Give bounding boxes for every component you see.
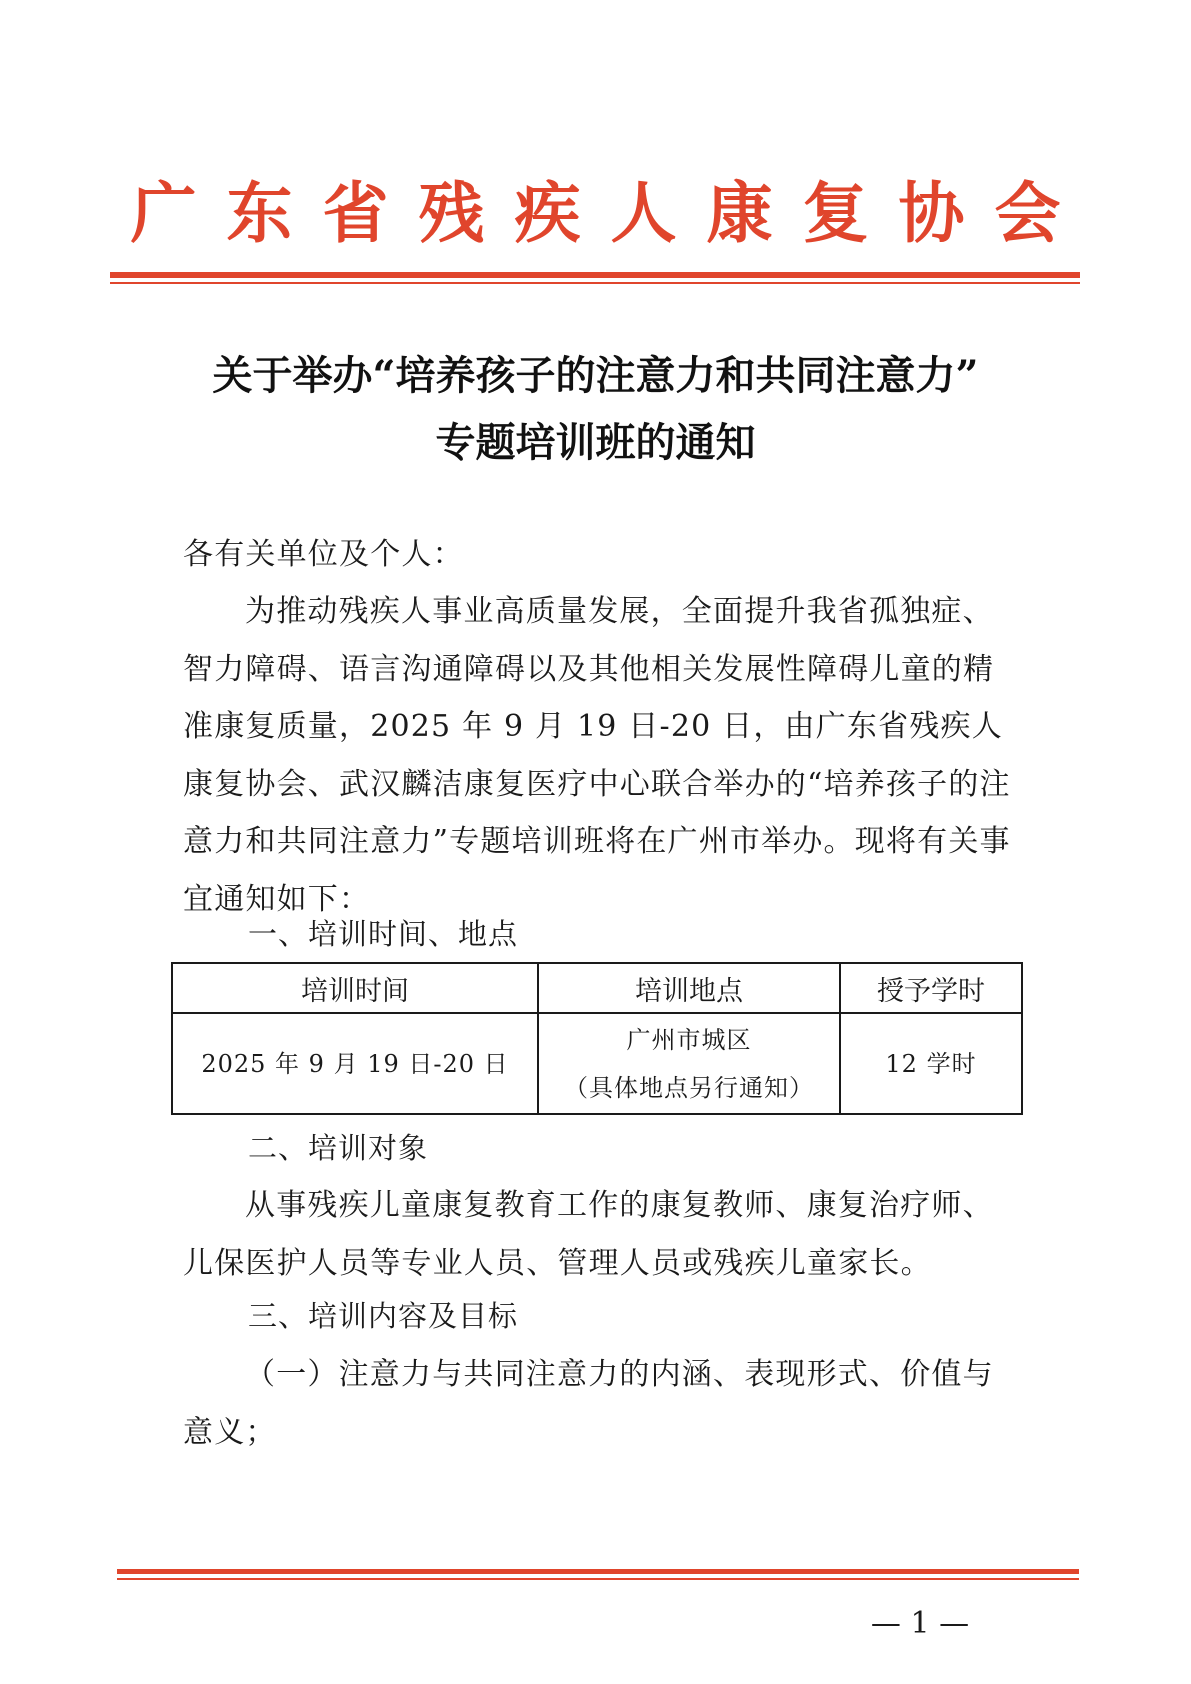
table-cell-time: 2025 年 9 月 19 日-20 日 (172, 1013, 538, 1114)
document-title-line-2: 专题培训班的通知 (435, 419, 756, 466)
table-row (172, 1013, 1022, 1114)
section-1-heading: 一、培训时间、地点 (248, 917, 519, 951)
header-rule-thin (110, 282, 1080, 284)
table-cell-location-line-1: 广州市城区 (626, 1025, 752, 1054)
table-cell-location-line-2: （具体地点另行通知） (564, 1073, 814, 1102)
table-header-location: 培训地点 (538, 963, 840, 1013)
intro-paragraph: 为推动残疾人事业高质量发展，全面提升我省孤独症、智力障碍、语言沟通障碍以及其他相关发展性障碍儿童的精准康复质量，2025 年 9 月 19 日-20 日，由广东省残疾人康复协会、武汉麟洁康复医疗中心联合举办的“培养孩子的注意力和共同注意力”专题培训班将在广州市举办。现将有关事宜通知如下： (183, 594, 1011, 917)
table-cell-location (538, 1013, 840, 1114)
footer-rule-thick (117, 1569, 1079, 1574)
section-2-heading: 二、培训对象 (248, 1131, 429, 1165)
table-cell-hours: 12 学时 (840, 1013, 1022, 1114)
page-number: — 1 — (870, 1606, 970, 1641)
table-header-row (172, 963, 1022, 1013)
section-2-body: 从事残疾儿童康复教育工作的康复教师、康复治疗师、儿保医护人员等专业人员、管理人员或残疾儿童家长。 (183, 1188, 994, 1281)
section-3-item-1: （一）注意力与共同注意力的内涵、表现形式、价值与意义； (183, 1357, 994, 1450)
table-header-time: 培训时间 (172, 963, 538, 1013)
training-schedule-table (171, 962, 1023, 1115)
footer-rule-thin (117, 1578, 1079, 1580)
document-title-line-1: 关于举办“培养孩子的注意力和共同注意力” (212, 352, 979, 399)
organization-header: 广东省残疾人康复协会 (130, 174, 1091, 252)
header-rule-thick (110, 272, 1080, 278)
section-3-heading: 三、培训内容及目标 (248, 1299, 519, 1333)
salutation: 各有关单位及个人： (183, 537, 464, 572)
table-header-hours: 授予学时 (840, 963, 1022, 1013)
